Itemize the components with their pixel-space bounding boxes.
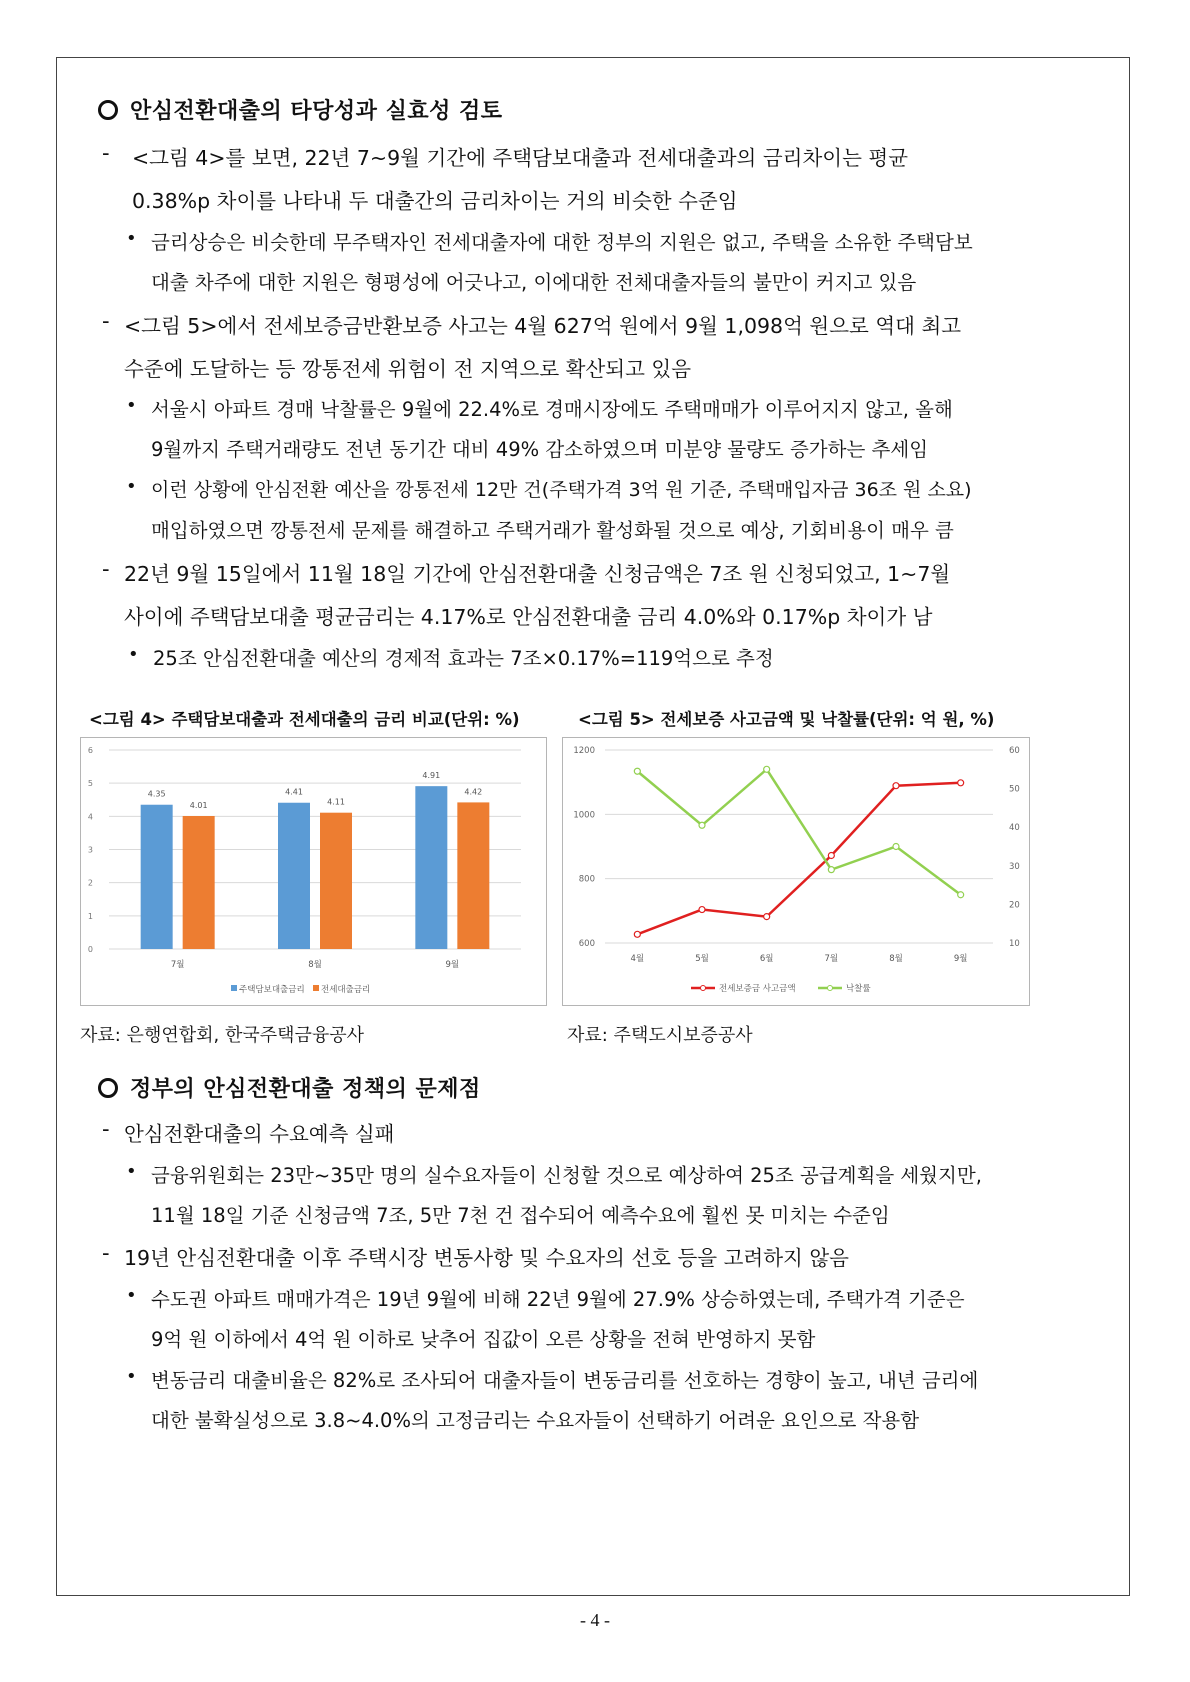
line-chart [563,738,1029,1005]
dash-marker: - [102,1117,110,1141]
data-label: 4.42 [464,787,483,797]
data-point [893,783,899,789]
s1-item4-line2: 9월까지 주택거래량도 전년 동기간 대비 49% 감소하였으며 미분양 물량도 증가하는 추세임 [151,438,929,461]
y-left-tick-label: 800 [578,874,595,885]
s1-item7-line1: 25조 안심전환대출 예산의 경제적 효과는 7조×0.17%=119억으로 추정 [153,647,774,670]
legend-swatch [231,985,237,991]
x-tick-label: 8월 [308,960,322,970]
x-tick-label: 7월 [824,954,839,964]
y-right-tick-label: 50 [1009,784,1020,795]
section1-title-text: 안심전환대출의 타당성과 실효성 검토 [130,99,503,124]
data-point [764,914,770,920]
dash-marker: - [102,557,110,581]
data-point [699,907,705,913]
figure5-source: 자료: 주택도시보증공사 [567,1025,753,1046]
y-tick-label: 0 [87,945,93,954]
y-tick-label: 1 [87,911,93,921]
dot-marker: • [128,644,139,665]
y-tick-label: 5 [87,779,93,789]
y-tick-label: 2 [87,878,93,888]
dot-marker: • [126,1161,137,1182]
data-point [828,867,834,873]
figure4-source: 자료: 은행연합회, 한국주택금융공사 [80,1025,365,1046]
legend-label: 주택담보대출금리 [239,985,305,995]
legend-marker [701,986,706,991]
data-label: 4.11 [327,797,345,807]
s2-item1-line1: 안심전환대출의 수요예측 실패 [124,1122,395,1146]
s1-item6-line1: 22년 9월 15일에서 11월 18일 기간에 안심전환대출 신청금액은 7조 원 신청되었고, 1~7월 [124,562,951,586]
x-tick-label: 9월 [445,960,460,970]
y-right-tick-label: 30 [1009,861,1020,872]
dot-marker: • [126,1285,137,1306]
dot-marker: • [126,228,137,249]
dash-marker: - [102,141,110,165]
dot-marker: • [126,395,137,416]
s2-item5-line1: 변동금리 대출비율은 82%로 조사되어 대출자들이 변동금리를 선호하는 경향이 높고, 내년 금리에 [151,1369,979,1392]
section2-title-text: 정부의 안심전환대출 정책의 문제점 [130,1077,481,1102]
legend-swatch [313,985,319,991]
data-point [828,853,834,859]
s1-item2-line1: 금리상승은 비슷한데 무주택자인 전세대출자에 대한 정부의 지원은 없고, 주택을 소유한 주택담보 [151,231,973,254]
section1-title [98,94,503,125]
data-point [893,844,899,850]
data-point [634,768,640,774]
x-tick-label: 5월 [695,954,709,964]
y-left-tick-label: 600 [578,939,595,949]
dash-marker: - [102,309,110,333]
x-tick-label: 9월 [953,954,968,964]
s2-item4-line2: 9억 원 이하에서 4억 원 이하로 낮추어 집값이 오른 상황을 전혀 반영하지 못함 [151,1328,816,1351]
x-tick-label: 4월 [630,954,645,964]
data-point [958,780,964,786]
s2-item2-line2: 11월 18일 기준 신청금액 7조, 5만 7천 건 접수되어 예측수요에 훨씬 못 미치는 수준임 [151,1204,890,1227]
s2-item2-line1: 금융위원회는 23만~35만 명의 실수요자들이 신청할 것으로 예상하여 25조 공급계획을 세웠지만, [151,1164,982,1187]
s1-item3-line2: 수준에 도달하는 등 깡통전세 위험이 전 지역으로 확산되고 있음 [124,357,692,381]
y-right-tick-label: 20 [1009,900,1020,911]
bar [320,813,352,949]
data-label: 4.01 [189,801,208,811]
data-point [958,892,964,898]
s1-item2-line2: 대출 차주에 대한 지원은 형평성에 어긋나고, 이에대한 전체대출자들의 불만이 커지고 있음 [151,271,917,294]
data-point [764,766,770,772]
y-right-tick-label: 40 [1009,823,1020,834]
figure5-title: <그림 5> 전세보증 사고금액 및 낙찰률(단위: 억 원, %) [578,710,995,729]
data-label: 4.41 [285,787,303,797]
legend-marker [828,986,833,991]
y-right-tick-label: 60 [1009,746,1020,756]
dash-marker: - [102,1241,110,1265]
y-right-tick-label: 10 [1009,939,1020,949]
figure5-chart [562,737,1030,1006]
y-left-tick-label: 1000 [573,810,595,821]
s2-item3-line1: 19년 안심전환대출 이후 주택시장 변동사항 및 수요자의 선호 등을 고려하지 않음 [124,1246,849,1270]
s1-item4-line1: 서울시 아파트 경매 낙찰률은 9월에 22.4%로 경매시장에도 주택매매가 이루어지지 않고, 올해 [151,398,953,421]
bar [183,816,215,949]
page-number: - 4 - [580,1610,610,1630]
bar [141,805,173,949]
bar [278,803,310,949]
y-tick-label: 6 [87,746,93,755]
figure4-chart [80,737,547,1006]
circle-bullet-icon [98,100,118,120]
s1-item6-line2: 사이에 주택담보대출 평균금리는 4.17%로 안심전환대출 금리 4.0%와 0.17%p 차이가 남 [124,605,933,629]
s1-item1-line1: <그림 4>를 보면, 22년 7~9월 기간에 주택담보대출과 전세대출과의 금리차이는 평균 [132,146,908,170]
bar [415,786,447,949]
section2-title [98,1072,481,1103]
s2-item5-line2: 대한 불확실성으로 3.8~4.0%의 고정금리는 수요자들이 선택하기 어려운 요인으로 작용함 [151,1409,920,1432]
s1-item3-line1: <그림 5>에서 전세보증금반환보증 사고는 4월 627억 원에서 9월 1,098억 원으로 역대 최고 [124,314,962,338]
figure4-title: <그림 4> 주택담보대출과 전세대출의 금리 비교(단위: %) [89,710,520,729]
s2-item4-line1: 수도권 아파트 매매가격은 19년 9월에 비해 22년 9월에 27.9% 상승하였는데, 주택가격 기준은 [151,1288,965,1311]
s1-item5-line2: 매입하였으면 깡통전세 문제를 해결하고 주택거래가 활성화될 것으로 예상, 기회비용이 매우 큼 [151,519,954,542]
y-tick-label: 4 [87,812,93,822]
bar-chart [81,738,546,1005]
bar [457,802,489,949]
dot-marker: • [126,476,137,497]
data-point [699,822,705,828]
legend-label: 전세대출금리 [321,985,371,995]
legend-label: 낙찰률 [846,984,871,994]
x-tick-label: 7월 [170,960,185,970]
legend-label: 전세보증금 사고금액 [719,984,796,994]
circle-bullet-icon [98,1078,118,1098]
data-label: 4.35 [147,789,166,799]
y-tick-label: 3 [87,845,93,855]
data-label: 4.91 [422,771,441,781]
data-point [634,931,640,937]
y-left-tick-label: 1200 [573,746,595,756]
x-tick-label: 6월 [759,954,774,964]
s1-item1-line2: 0.38%p 차이를 나타내 두 대출간의 금리차이는 거의 비슷한 수준임 [132,189,738,213]
x-tick-label: 8월 [889,954,903,964]
series-line [637,769,960,894]
s1-item5-line1: 이런 상황에 안심전환 예산을 깡통전세 12만 건(주택가격 3억 원 기준, 주택매입자금 36조 원 소요) [151,479,972,501]
dot-marker: • [126,1366,137,1387]
